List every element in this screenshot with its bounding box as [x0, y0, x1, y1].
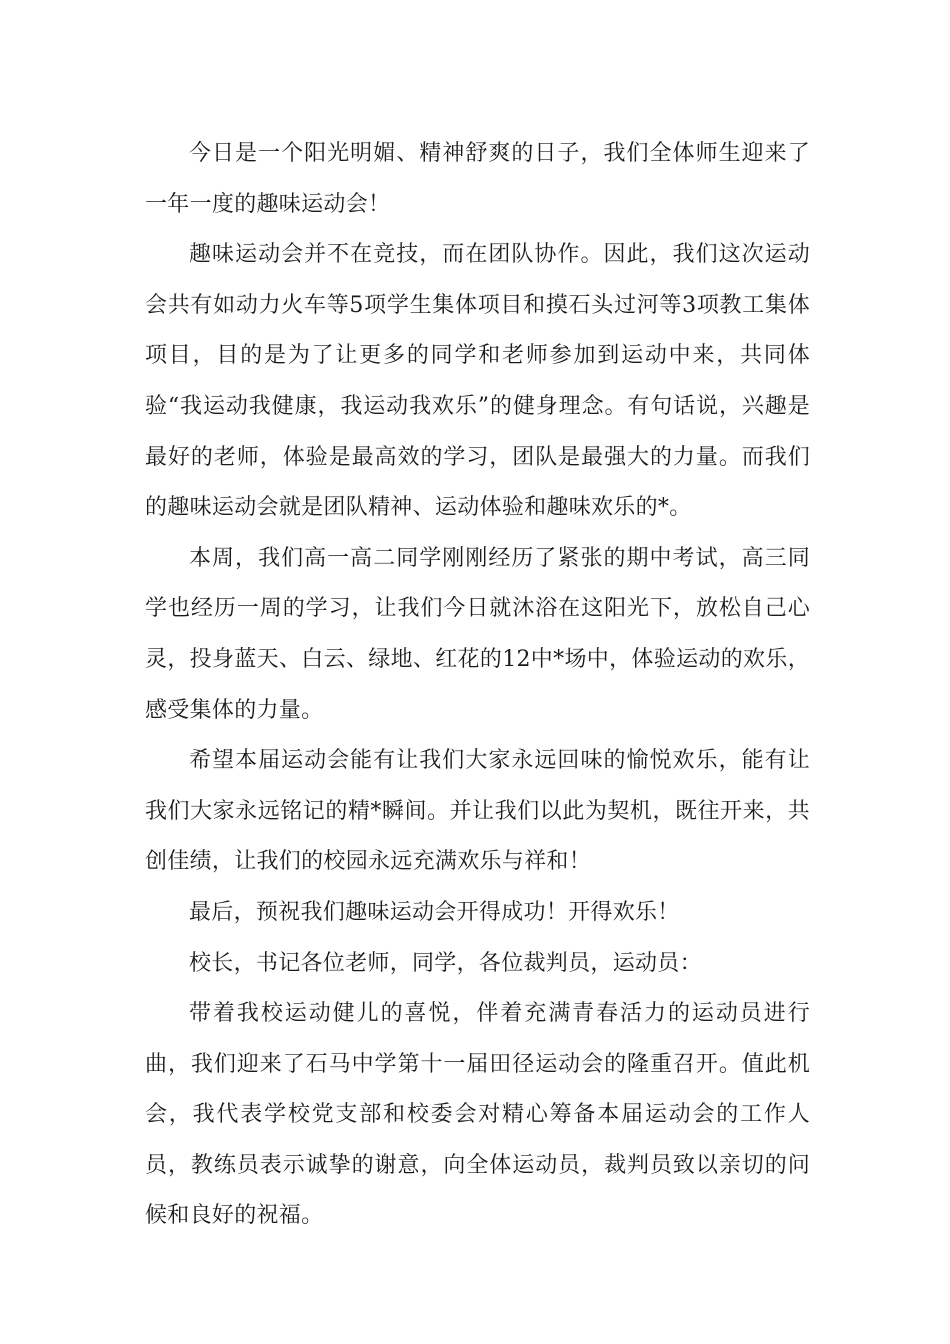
paragraph-wishes: 最后，预祝我们趣味运动会开得成功！开得欢乐！ — [189, 899, 680, 925]
paragraph-teamwork: 趣味运动会并不在竞技，而在团队协作。因此，我们这次运动会共有如动力火车等5项学生集体项目和摸石头过河等3项教工集体项目，目的是为了让更多的同学和老师参加到运动中来，共同体验“我运动我健康，我运动我欢乐”的健身理念。有句话说，兴趣是最好的老师，体验是最高效的学习，团队是最强大的力量。而我们的趣味运动会就是团队精神、运动体验和趣味欢乐的*。 — [145, 242, 810, 521]
paragraph-salutation: 校长，书记各位老师，同学，各位裁判员，运动员： — [189, 950, 702, 976]
paragraph-opening-ceremony: 带着我校运动健儿的喜悦，伴着充满青春活力的运动员进行曲，我们迎来了石马中学第十一届田径运动会的隆重召开。值此机会，我代表学校党支部和校委会对精心筹备本届运动会的工作人员，教练员表示诚挚的谢意，向全体运动员，裁判员致以亲切的问候和良好的祝福。 — [145, 1001, 810, 1229]
document-body — [145, 129, 810, 1242]
paragraph-opening: 今日是一个阳光明媚、精神舒爽的日子，我们全体师生迎来了一年一度的趣味运动会！ — [145, 141, 810, 217]
paragraph-this-week: 本周，我们高一高二同学刚刚经历了紧张的期中考试，高三同学也经历一周的学习，让我们今日就沐浴在这阳光下，放松自己心灵，投身蓝天、白云、绿地、红花的12中*场中，体验运动的欢乐，感受集体的力量。 — [145, 545, 810, 723]
paragraph-hope: 希望本届运动会能有让我们大家永远回味的愉悦欢乐，能有让我们大家永远铭记的精*瞬间。并让我们以此为契机，既往开来，共创佳绩，让我们的校园永远充满欢乐与祥和！ — [145, 748, 810, 875]
